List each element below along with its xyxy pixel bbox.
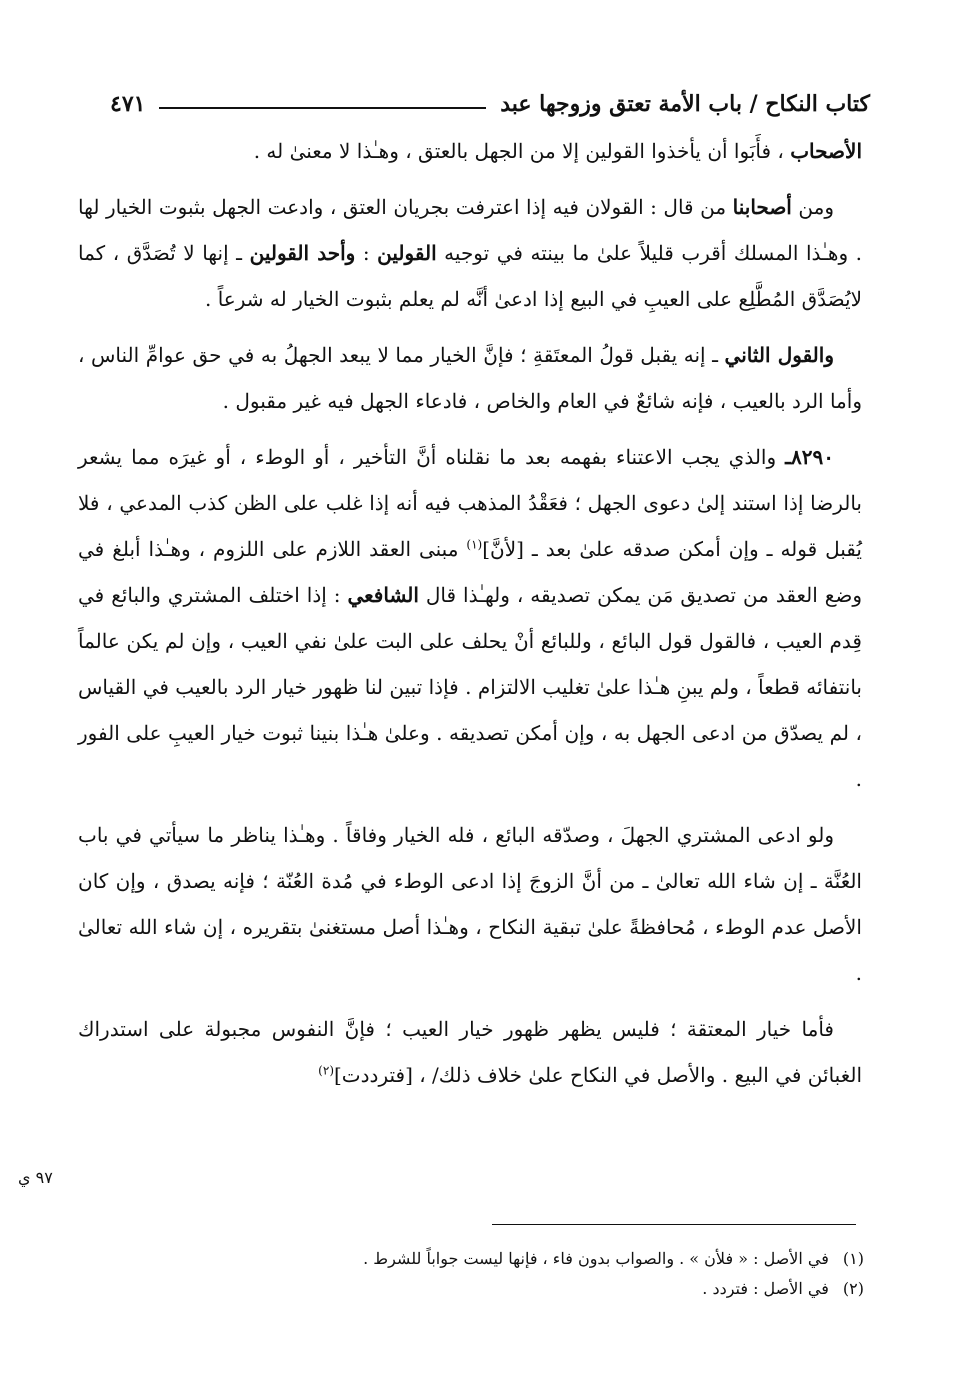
bold-term: الشافعي	[347, 583, 419, 607]
paragraph-text: ـ إنه يقبل قولُ المعتَقةِ ؛ فإنَّ الخيار مما لا يبعد الجهلُ به في حق عوامِّ الناس ، وأما الرد بالعيب ، فإنه شائعٌ في العام والخاص ، فادعاء الجهل فيه غير مقبول .	[78, 343, 862, 413]
page-number: ٤٧١	[110, 91, 146, 117]
footnote-ref[interactable]: (٢)	[318, 1063, 334, 1078]
header-title: كتاب النكاح / باب الأمة تعتق وزوجها عبد	[500, 91, 870, 117]
footnote-ref[interactable]: (١)	[466, 537, 483, 552]
paragraph-text: والذي يجب الاعتناء بفهمه بعد ما نقلناه أنَّ التأخير ، أو الوطء ، أو غيرَه مما يشعر بالرضا إذا استند إلىٰ دعوى الجهل ؛ فعَقْدُ المذهب فيه أنه إذا غلب على الظن كذب المدعي ، فلا يُقبل قوله ـ وإن أمكن صدقه علىٰ بعد ـ [لأنَّ]	[78, 445, 862, 561]
footnote-item	[110, 1244, 864, 1274]
footnote-number: (٢)	[842, 1279, 864, 1298]
footnote-number: (١)	[842, 1249, 864, 1268]
bold-term: الأصحاب	[790, 139, 862, 163]
paragraph-text: ـ إنها لا تُصَدَّق ، كما لايُصَدَّق المُطَّلِع على العيبِ في البيع إذا ادعىٰ أنَّه لم يعلم بثبوت الخيار له شرعاً .	[78, 241, 862, 311]
paragraph-6	[78, 1006, 862, 1098]
running-header	[110, 84, 870, 124]
footnote-rule	[492, 1224, 856, 1225]
paragraph-text: مبنى العقد اللازم على اللزوم ، وهـٰذا أبلغ في وضع العقد من تصديق مَن يمكن تصديقه ، ولهـٰذا قال	[78, 537, 863, 607]
paragraph-text: ولو ادعى المشتري الجهلَ ، وصدّقه البائع ، فله الخيار وفاقاً . وهـٰذا يناظر ما سيأتي في باب العُنَّة ـ إن شاء الله تعالىٰ ـ من أنَّ الزوجَ إذا ادعى الوطء في مُدة العُنّة ؛ فإنه يصدق ، وإن كان الأصل عدم الوطء ، مُحافظةً علىٰ تبقية النكاح ، وهـٰذا أصل مستغنىٰ بتقريره ، إن شاء الله تعالىٰ .	[78, 823, 862, 985]
paragraph-text: ، فأَبَوا أن يأخذوا القولين إلا من الجهل بالعتق ، وهـٰذا لا معنىٰ له .	[253, 139, 791, 163]
margin-note: ٩٧ ي	[18, 1168, 53, 1187]
section-number: ٨٢٩٠ـ	[785, 445, 834, 469]
header-rule	[159, 107, 486, 109]
paragraph-text: فأما خيار المعتقة ؛ فليس يظهر ظهور خيار العيب ؛ فإنَّ النفوس مجبولة على استدراك الغبائن في البيع . والأصل في النكاح علىٰ خلاف ذلك/ ، [فترددت]	[78, 1017, 862, 1087]
bold-term: القولين	[377, 241, 437, 265]
paragraph-text: : إذا اختلف المشتري والبائع في قِدم العيب ، فالقول قول البائع ، وللبائع أنْ يحلف على البت علىٰ نفي العيب ، وإن لم يكن عالماً بانتفائه قطعاً ، ولم يبنِ هـٰذا علىٰ تغليب الالتزام . فإذا تبين لنا ظهور خيار الرد بالعيب في القياس ، لم يصدّق من ادعى الجهل به ، وإن أمكن تصديقه . وعلىٰ هـٰذا بنينا ثبوت خيار العيبِ على الفور .	[78, 583, 862, 791]
bold-term: أصحابنا	[732, 195, 792, 219]
footnote-text: في الأصل : « فلأن » . والصواب بدون فاء ، فإنها ليست جواباً للشرط .	[363, 1249, 829, 1268]
paragraph-text: ومن	[791, 195, 835, 219]
bold-term: وأحد القولين	[249, 241, 356, 265]
paragraph-5	[78, 812, 862, 996]
bold-term: والقول الثاني	[724, 343, 834, 367]
paragraph-4	[78, 434, 862, 802]
paragraph-text: :	[355, 241, 378, 265]
paragraph-text: من قال : القولان فيه إذا اعترفت بجريان العتق ، وادعت الجهل بثبوت الخيار لها . وهـٰذا المسلك أقرب قليلاً علىٰ ما بينته في توجيه	[78, 195, 863, 265]
main-text	[78, 128, 862, 1108]
footnote-text: في الأصل : فتردد .	[702, 1279, 829, 1298]
footnote-item	[110, 1274, 864, 1304]
paragraph-2	[78, 184, 862, 322]
paragraph-1	[78, 128, 862, 174]
paragraph-3	[78, 332, 862, 424]
footnotes	[110, 1244, 864, 1304]
